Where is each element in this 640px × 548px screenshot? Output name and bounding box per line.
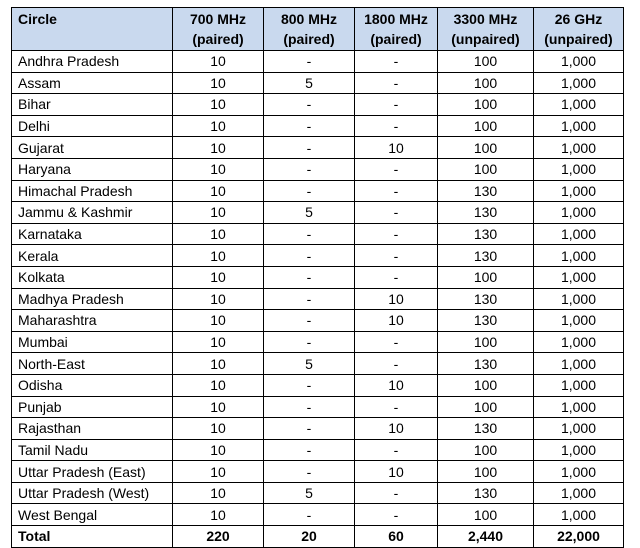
column-header-label: 700 MHz [189,11,247,27]
spectrum-value-cell-800mhz: 5 [264,72,355,94]
table-row [12,461,624,483]
spectrum-value-cell-1800mhz: 10 [355,418,438,440]
column-header-sublabel: (paired) [283,31,335,47]
circle-name-cell: Punjab [12,396,173,418]
column-header-700mhz [173,8,264,51]
table-row [12,72,624,94]
spectrum-value-cell-700mhz: 10 [173,374,264,396]
spectrum-value-cell-3300mhz: 130 [438,418,534,440]
total-value-cell-1800mhz: 60 [355,526,438,548]
spectrum-value-cell-800mhz: - [264,115,355,137]
spectrum-value-cell-3300mhz: 100 [438,266,534,288]
circle-name-cell: Andhra Pradesh [12,51,173,73]
table-row [12,482,624,504]
spectrum-value-cell-26ghz: 1,000 [534,288,624,310]
spectrum-value-cell-3300mhz: 100 [438,504,534,526]
table-row [12,245,624,267]
spectrum-value-cell-700mhz: 10 [173,266,264,288]
table-row [12,158,624,180]
spectrum-value-cell-26ghz: 1,000 [534,461,624,483]
spectrum-value-cell-26ghz: 1,000 [534,266,624,288]
spectrum-value-cell-1800mhz: - [355,331,438,353]
spectrum-value-cell-1800mhz: - [355,115,438,137]
spectrum-value-cell-700mhz: 10 [173,288,264,310]
spectrum-value-cell-26ghz: 1,000 [534,439,624,461]
spectrum-value-cell-26ghz: 1,000 [534,94,624,116]
spectrum-value-cell-700mhz: 10 [173,202,264,224]
spectrum-value-cell-26ghz: 1,000 [534,202,624,224]
column-header-sublabel: (unpaired) [451,31,520,47]
spectrum-value-cell-800mhz: - [264,137,355,159]
table-row [12,374,624,396]
spectrum-value-cell-700mhz: 10 [173,331,264,353]
spectrum-value-cell-1800mhz: - [355,158,438,180]
spectrum-value-cell-800mhz: - [264,461,355,483]
total-label-cell: Total [12,526,173,548]
spectrum-value-cell-1800mhz: - [355,94,438,116]
spectrum-value-cell-800mhz: - [264,51,355,73]
circle-name-cell: Kolkata [12,266,173,288]
circle-name-cell: Gujarat [12,137,173,159]
column-header-26ghz [534,8,624,51]
column-header-800mhz [264,8,355,51]
column-header-sublabel: (paired) [192,31,244,47]
spectrum-value-cell-3300mhz: 130 [438,288,534,310]
total-row [12,526,624,548]
circle-name-cell: Jammu & Kashmir [12,202,173,224]
spectrum-value-cell-1800mhz: 10 [355,310,438,332]
spectrum-value-cell-700mhz: 10 [173,51,264,73]
circle-name-cell: Maharashtra [12,310,173,332]
column-header-circle [12,8,173,51]
spectrum-value-cell-26ghz: 1,000 [534,310,624,332]
column-header-sublabel: (unpaired) [544,31,613,47]
spectrum-value-cell-3300mhz: 130 [438,202,534,224]
circle-name-cell: Assam [12,72,173,94]
spectrum-value-cell-700mhz: 10 [173,94,264,116]
spectrum-value-cell-800mhz: - [264,94,355,116]
spectrum-value-cell-3300mhz: 130 [438,223,534,245]
spectrum-value-cell-26ghz: 1,000 [534,331,624,353]
spectrum-value-cell-3300mhz: 100 [438,331,534,353]
spectrum-value-cell-800mhz: - [264,331,355,353]
circle-name-cell: Haryana [12,158,173,180]
spectrum-value-cell-700mhz: 10 [173,353,264,375]
spectrum-value-cell-26ghz: 1,000 [534,158,624,180]
spectrum-value-cell-1800mhz: - [355,180,438,202]
column-header-label: 26 GHz [554,11,603,27]
circle-name-cell: Mumbai [12,331,173,353]
spectrum-value-cell-26ghz: 1,000 [534,504,624,526]
spectrum-value-cell-1800mhz: 10 [355,288,438,310]
spectrum-value-cell-3300mhz: 100 [438,374,534,396]
spectrum-value-cell-26ghz: 1,000 [534,137,624,159]
total-value-cell-3300mhz: 2,440 [438,526,534,548]
spectrum-value-cell-26ghz: 1,000 [534,418,624,440]
column-header-label: Circle [18,11,57,27]
spectrum-value-cell-700mhz: 10 [173,158,264,180]
spectrum-value-cell-800mhz: - [264,266,355,288]
spectrum-value-cell-1800mhz: - [355,504,438,526]
spectrum-value-cell-26ghz: 1,000 [534,245,624,267]
spectrum-value-cell-700mhz: 10 [173,115,264,137]
circle-name-cell: Rajasthan [12,418,173,440]
total-value-cell-700mhz: 220 [173,526,264,548]
spectrum-value-cell-700mhz: 10 [173,72,264,94]
spectrum-value-cell-1800mhz: - [355,482,438,504]
column-header-sublabel: (paired) [370,31,422,47]
circle-name-cell: Tamil Nadu [12,439,173,461]
spectrum-value-cell-800mhz: - [264,180,355,202]
spectrum-value-cell-3300mhz: 130 [438,482,534,504]
table-row [12,180,624,202]
spectrum-value-cell-1800mhz: - [355,202,438,224]
spectrum-value-cell-800mhz: - [264,245,355,267]
spectrum-value-cell-800mhz: - [264,223,355,245]
spectrum-value-cell-3300mhz: 100 [438,396,534,418]
spectrum-value-cell-26ghz: 1,000 [534,482,624,504]
spectrum-value-cell-3300mhz: 100 [438,115,534,137]
circle-name-cell: Uttar Pradesh (East) [12,461,173,483]
spectrum-value-cell-800mhz: 5 [264,482,355,504]
spectrum-value-cell-26ghz: 1,000 [534,180,624,202]
spectrum-value-cell-800mhz: 5 [264,353,355,375]
spectrum-value-cell-800mhz: 5 [264,202,355,224]
spectrum-value-cell-3300mhz: 100 [438,72,534,94]
table-row [12,202,624,224]
spectrum-value-cell-700mhz: 10 [173,223,264,245]
spectrum-value-cell-800mhz: - [264,418,355,440]
spectrum-value-cell-800mhz: - [264,310,355,332]
circle-name-cell: West Bengal [12,504,173,526]
spectrum-value-cell-700mhz: 10 [173,461,264,483]
spectrum-value-cell-1800mhz: - [355,396,438,418]
column-header-3300mhz [438,8,534,51]
total-value-cell-800mhz: 20 [264,526,355,548]
circle-name-cell: Madhya Pradesh [12,288,173,310]
spectrum-value-cell-26ghz: 1,000 [534,396,624,418]
spectrum-value-cell-700mhz: 10 [173,439,264,461]
circle-name-cell: Uttar Pradesh (West) [12,482,173,504]
table-row [12,51,624,73]
table-row [12,115,624,137]
table-row [12,439,624,461]
spectrum-table [11,7,624,548]
circle-name-cell: Himachal Pradesh [12,180,173,202]
spectrum-value-cell-800mhz: - [264,158,355,180]
spectrum-value-cell-700mhz: 10 [173,396,264,418]
spectrum-value-cell-26ghz: 1,000 [534,51,624,73]
circle-name-cell: Odisha [12,374,173,396]
spectrum-value-cell-1800mhz: 10 [355,137,438,159]
spectrum-value-cell-800mhz: - [264,396,355,418]
table-row [12,418,624,440]
spectrum-value-cell-1800mhz: - [355,223,438,245]
spectrum-value-cell-26ghz: 1,000 [534,353,624,375]
column-header-label: 3300 MHz [453,11,518,27]
spectrum-value-cell-3300mhz: 130 [438,310,534,332]
spectrum-value-cell-700mhz: 10 [173,137,264,159]
column-header-label: 800 MHz [280,11,338,27]
spectrum-value-cell-3300mhz: 100 [438,461,534,483]
table-row [12,137,624,159]
spectrum-value-cell-1800mhz: - [355,51,438,73]
table-row [12,94,624,116]
column-header-1800mhz [355,8,438,51]
table-header [12,8,624,51]
spectrum-value-cell-3300mhz: 130 [438,180,534,202]
spectrum-value-cell-800mhz: - [264,439,355,461]
spectrum-value-cell-1800mhz: - [355,266,438,288]
spectrum-value-cell-1800mhz: - [355,353,438,375]
table-row [12,331,624,353]
spectrum-value-cell-800mhz: - [264,374,355,396]
spectrum-value-cell-26ghz: 1,000 [534,115,624,137]
spectrum-value-cell-1800mhz: - [355,245,438,267]
spectrum-value-cell-700mhz: 10 [173,482,264,504]
spectrum-value-cell-26ghz: 1,000 [534,374,624,396]
spectrum-value-cell-1800mhz: 10 [355,461,438,483]
spectrum-value-cell-3300mhz: 100 [438,94,534,116]
table-row [12,310,624,332]
spectrum-value-cell-700mhz: 10 [173,504,264,526]
circle-name-cell: Delhi [12,115,173,137]
table-row [12,353,624,375]
spectrum-value-cell-1800mhz: - [355,439,438,461]
spectrum-value-cell-800mhz: - [264,504,355,526]
spectrum-value-cell-26ghz: 1,000 [534,223,624,245]
table-row [12,266,624,288]
spectrum-value-cell-3300mhz: 100 [438,158,534,180]
spectrum-value-cell-800mhz: - [264,288,355,310]
spectrum-value-cell-3300mhz: 130 [438,353,534,375]
spectrum-value-cell-700mhz: 10 [173,418,264,440]
total-value-cell-26ghz: 22,000 [534,526,624,548]
spectrum-value-cell-1800mhz: - [355,72,438,94]
spectrum-value-cell-700mhz: 10 [173,180,264,202]
circle-name-cell: Kerala [12,245,173,267]
table-footer [12,526,624,548]
spectrum-value-cell-26ghz: 1,000 [534,72,624,94]
table-body [12,51,624,526]
spectrum-value-cell-3300mhz: 100 [438,439,534,461]
header-row [12,8,624,51]
spectrum-value-cell-3300mhz: 100 [438,51,534,73]
spectrum-value-cell-1800mhz: 10 [355,374,438,396]
table-row [12,396,624,418]
column-header-label: 1800 MHz [364,11,428,27]
circle-name-cell: Bihar [12,94,173,116]
table-row [12,223,624,245]
spectrum-value-cell-3300mhz: 130 [438,245,534,267]
spectrum-value-cell-700mhz: 10 [173,310,264,332]
spectrum-value-cell-700mhz: 10 [173,245,264,267]
table-row [12,288,624,310]
table-row [12,504,624,526]
circle-name-cell: North-East [12,353,173,375]
spectrum-value-cell-3300mhz: 100 [438,137,534,159]
circle-name-cell: Karnataka [12,223,173,245]
